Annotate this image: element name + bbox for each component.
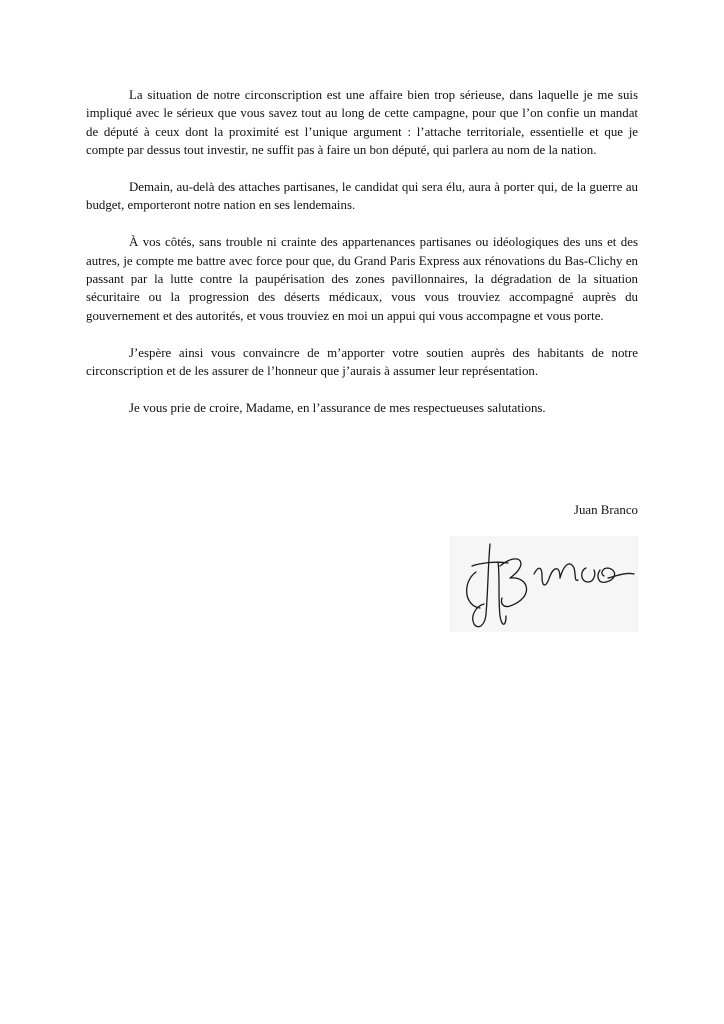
handwritten-signature bbox=[450, 536, 638, 632]
paragraph-support-request: J’espère ainsi vous convaincre de m’apporter votre soutien auprès des habitants de notre circonscription et de les assurer de l’honneur que j’aurais à assumer leur représentation. bbox=[86, 345, 638, 379]
paragraph-campaign: La situation de notre circonscription est une affaire bien trop sérieuse, dans laquelle je me suis impliqué avec le sérieux que vous savez tout au long de cette campagne, pour que l’on confie un mandat de député à ceux dont la proximité est l’unique argument : l’attache territoriale, essentielle et que je compte par dessus tout investir, ne suffit pas à faire un bon député, qui parlera au nom de la nation. bbox=[86, 88, 638, 158]
paragraph-tomorrow: Demain, au-delà des attaches partisanes, le candidat qui sera élu, aura à porter qui, de la guerre au budget, emporteront notre nation en ses lendemains. bbox=[86, 180, 638, 213]
paragraph-commitment: À vos côtés, sans trouble ni crainte des appartenances partisanes ou idéologiques des uns et des autres, je compte me battre avec force pour que, du Grand Paris Express aux rénovations du Bas-Clichy en passant par la lutte contre la paupérisation des zones pavillonnaires, la dégradation de la situation sécuritaire ou la progression des déserts médicaux, vous vous trouviez accompagné auprès du gouvernement et des autorités, et vous trouviez en moi un appui qui vous accompagne et vous porte. bbox=[86, 235, 638, 323]
paragraph-closing: Je vous prie de croire, Madame, en l’assurance de mes respectueuses salutations. bbox=[129, 400, 546, 415]
letter-body bbox=[86, 86, 638, 436]
author-name: Juan Branco bbox=[573, 503, 638, 517]
